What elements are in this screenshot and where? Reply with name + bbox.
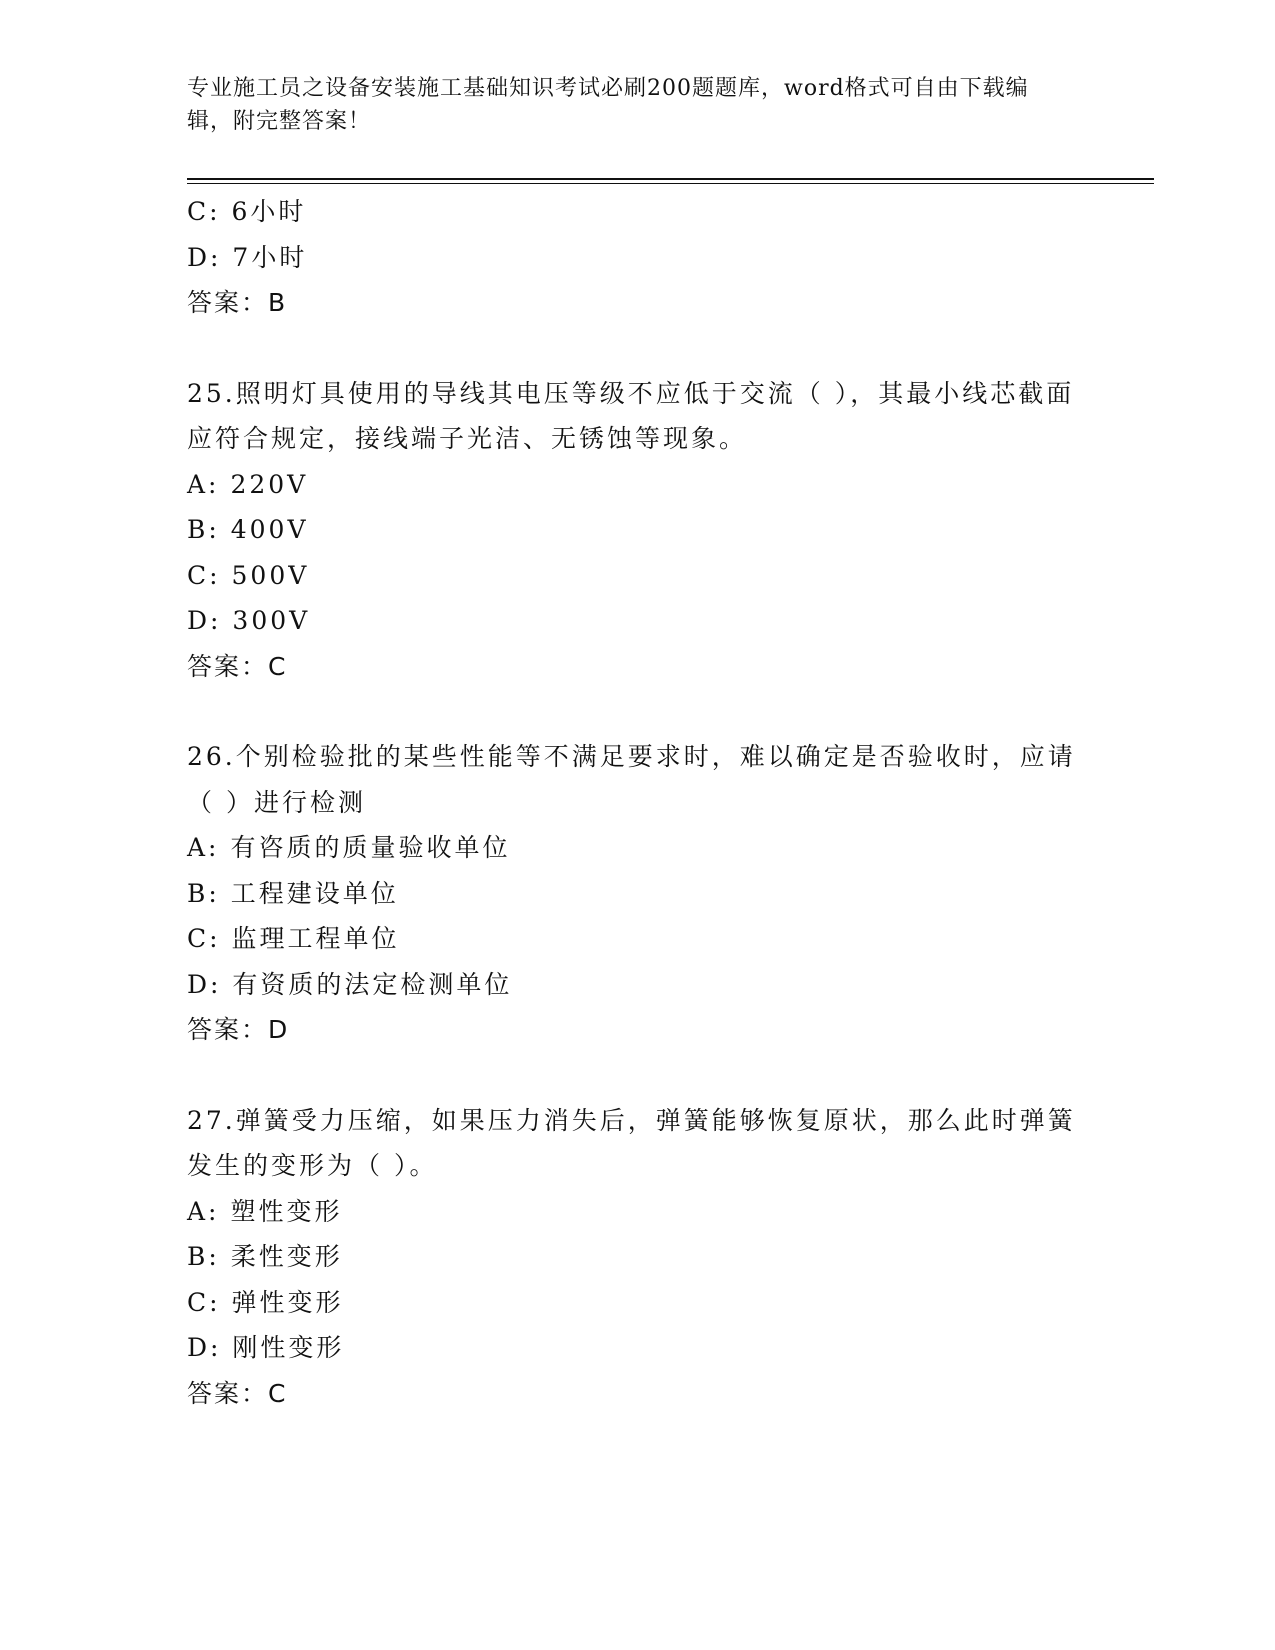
question-stem: 27.弹簧受力压缩，如果压力消失后，弹簧能够恢复原状，那么此时弹簧发生的变形为（ ）。 [187,1105,1076,1180]
option-label: B: [187,1242,220,1271]
option-line [187,1280,1087,1326]
option-label: A: [187,833,220,862]
option-label: B: [187,878,220,908]
option-text: 塑性变形 [230,1196,343,1226]
option-text: 刚性变形 [232,1333,345,1362]
option-text: 有咨质的质量验收单位 [230,833,511,862]
page-header: 专业施工员之设备安装施工基础知识考试必刷200题题库，word格式可自由下载编辑，附完整答案！ [187,76,1029,134]
option-text: 400V [230,515,309,544]
question-list [187,189,1087,1416]
option-text: 柔性变形 [230,1242,343,1271]
option-text: 弹性变形 [231,1287,344,1317]
option-label: B: [187,515,220,544]
option-line [187,1234,1087,1280]
option-text: 有资质的法定检测单位 [232,969,513,999]
option-text: 7小时 [232,242,308,272]
answer-line: 答案：D [187,1015,290,1044]
option-label: C: [187,924,221,953]
option-label: D: [187,1333,222,1362]
option-label: C: [187,197,221,226]
question-block [187,371,1087,690]
header-divider-thin [187,183,1154,184]
option-line [187,553,1087,599]
option-line [187,598,1087,644]
option-line [187,1325,1087,1371]
option-line [187,871,1087,917]
option-line [187,825,1087,871]
option-line [187,462,1087,508]
option-label: D: [187,606,222,635]
header-divider-thick [187,178,1154,180]
previous-question-tail [187,189,1087,326]
option-label: C: [187,560,221,590]
answer-line: 答案：C [187,1378,288,1408]
option-text: 500V [231,560,310,590]
option-line [187,962,1087,1008]
option-text: 220V [230,469,309,499]
question-block [187,734,1087,1053]
option-label: D: [187,969,222,999]
option-text: 工程建设单位 [230,878,399,908]
option-line [187,916,1087,962]
option-text: 监理工程单位 [231,924,400,953]
option-label: A: [187,469,220,499]
option-label: C: [187,1287,221,1317]
option-text: 300V [232,606,311,635]
option-text: 6小时 [231,197,307,226]
answer-line: 答案：B [187,288,288,317]
answer-line: 答案：C [187,651,288,681]
option-label: D: [187,242,222,272]
question-stem: 26.个别检验批的某些性能等不满足要求时，难以确定是否验收时，应请（ ）进行检测 [187,742,1076,817]
option-line [187,189,1087,235]
option-label: A: [187,1196,220,1226]
option-line [187,235,1087,281]
question-stem: 25.照明灯具使用的导线其电压等级不应低于交流（ ），其最小线芯截面应符合规定，接线端子光洁、无锈蚀等现象。 [187,378,1075,453]
question-block [187,1098,1087,1417]
option-line [187,1189,1087,1235]
option-line [187,507,1087,553]
